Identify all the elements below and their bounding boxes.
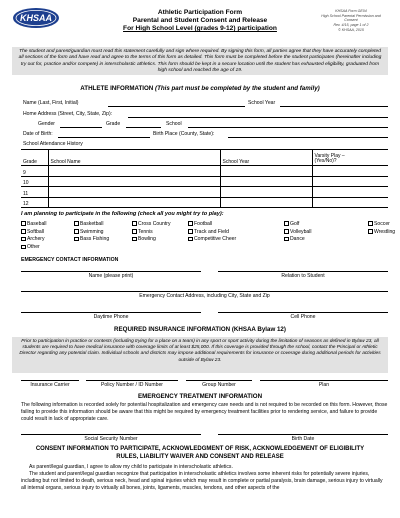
sport-label: Track and Field	[194, 228, 229, 235]
khsaa-logo	[12, 7, 60, 29]
form-title-line-3: For High School Level (grades 9-12) participation	[123, 25, 277, 33]
form-title-line-2: Parental and Student Consent and Release	[132, 17, 268, 25]
sport-label: Dance	[290, 236, 305, 243]
year-cell[interactable]	[220, 187, 312, 198]
name-label: Name (Last, First, Initial)	[23, 100, 79, 106]
sport-label: Swimming	[80, 228, 104, 235]
checkbox-icon[interactable]	[284, 221, 289, 226]
cell-phone-label: Cell Phone	[290, 314, 316, 320]
varsity-cell[interactable]	[312, 166, 388, 177]
checkbox-icon[interactable]	[368, 221, 373, 226]
sport-label: Other	[27, 244, 40, 251]
sports-checklist	[21, 220, 395, 251]
sports-title: I am planning to participate in the following (check all you might try to play):	[21, 211, 224, 217]
sport-bass-fishing[interactable]	[74, 236, 132, 244]
col-header-year: School Year	[220, 150, 312, 166]
grade-field[interactable]	[126, 127, 161, 128]
school-cell[interactable]	[48, 176, 220, 187]
consent-paragraph-2: The student and parent/legal guardian recognize that participation in interscholastic athletics involves some inherent risks for potentially severe injuries, including but not limited to death, serious neck, head and spinal injuries which may result in complete or partial paralysis, brain damage, serious injury to virtually all internal organs, serious injury to virtually all bones, joints, ligaments, muscles, tendons, and other aspects of the	[21, 471, 383, 491]
sport-label: Football	[194, 220, 213, 227]
emergency-contact-title: EMERGENCY CONTACT INFORMATION	[21, 257, 119, 263]
policy-number-label: Policy Number / ID Number	[101, 382, 163, 388]
birthplace-field[interactable]	[228, 137, 388, 138]
sport-cross-country[interactable]	[132, 220, 188, 228]
address-label: Home Address (Street, City, State, Zip):	[23, 111, 113, 117]
sport-bowling[interactable]	[132, 236, 188, 244]
year-cell[interactable]	[220, 176, 312, 187]
daytime-phone-field[interactable]	[21, 312, 201, 313]
plan-label: Plan	[318, 382, 330, 388]
athlete-title-text: ATHLETE INFORMATION	[80, 85, 154, 92]
sport-label: Baseball	[27, 220, 47, 227]
name-field[interactable]	[108, 106, 245, 107]
sport-archery[interactable]	[21, 236, 74, 244]
school-year-field[interactable]	[280, 106, 388, 107]
consent-paragraph-1: As parent/legal guardian, I agree to allow my child to participate in interscholastic athletics.	[29, 464, 233, 470]
sport-softball[interactable]	[21, 228, 74, 236]
table-row	[21, 166, 388, 177]
history-label: School Attendance History	[23, 141, 83, 147]
sport-label: Golf	[290, 220, 300, 227]
sport-track-and-field[interactable]	[188, 228, 284, 236]
sport-volleyball[interactable]	[284, 228, 368, 236]
sport-label: Bowling	[138, 236, 156, 243]
checkbox-icon[interactable]	[21, 245, 26, 250]
gender-field[interactable]	[60, 127, 102, 128]
checkbox-icon[interactable]	[132, 237, 137, 242]
relation-field[interactable]	[218, 271, 388, 272]
sport-baseball[interactable]	[21, 220, 74, 228]
sport-label: Cross Country	[138, 220, 171, 227]
attendance-history-table	[21, 149, 388, 208]
contact-name-label: Name (please print)	[88, 273, 134, 279]
sport-dance[interactable]	[284, 236, 368, 244]
checkbox-icon[interactable]	[188, 229, 193, 234]
sport-label: Competitive Cheer	[194, 236, 237, 243]
form-ref-line-1: KHSAA Form GE04	[335, 9, 367, 13]
form-ref-line-3: Rev. 4/15, page 1 of 2	[333, 23, 369, 28]
checkbox-icon[interactable]	[284, 237, 289, 242]
school-cell[interactable]	[48, 197, 220, 208]
varsity-cell[interactable]	[312, 187, 388, 198]
grade-cell-9: 9	[21, 166, 48, 177]
consent-title	[12, 446, 388, 462]
checkbox-icon[interactable]	[132, 221, 137, 226]
cell-phone-field[interactable]	[218, 312, 388, 313]
sport-swimming[interactable]	[74, 228, 132, 236]
table-row	[21, 197, 388, 208]
birthplace-label: Birth Place (County, State):	[153, 131, 215, 137]
sport-tennis[interactable]	[132, 228, 188, 236]
contact-address-field[interactable]	[21, 291, 388, 292]
sport-other[interactable]	[21, 243, 74, 251]
sport-competitive-cheer[interactable]	[188, 236, 284, 244]
consent-title-line-1: CONSENT INFORMATION TO PARTICIPATE, ACKNOWLEDGMENT OF RISK, ACKNOWLEDGEMENT OF ELIGIBILITY	[35, 446, 365, 452]
checkbox-icon[interactable]	[188, 237, 193, 242]
checkbox-icon[interactable]	[368, 229, 373, 234]
ssn-field[interactable]	[21, 434, 201, 435]
birth-date-field[interactable]	[218, 434, 388, 435]
grade-cell-10: 10	[21, 176, 48, 187]
sport-label: Tennis	[138, 228, 153, 235]
form-title	[100, 9, 300, 34]
school-label: School	[166, 121, 182, 127]
sport-basketball[interactable]	[74, 220, 132, 228]
gender-label: Gender	[38, 121, 55, 127]
ssn-label: Social Security Number	[84, 436, 138, 442]
khsaa-logo-graphic	[12, 7, 60, 29]
sport-label: Archery	[27, 236, 45, 243]
school-year-label: School Year	[248, 100, 276, 106]
varsity-cell[interactable]	[312, 197, 388, 208]
form-ref-line-4: © KHSAA, 2015	[338, 27, 364, 32]
dob-label: Date of Birth:	[23, 131, 53, 137]
contact-address-label: Emergency Contact Address, including City, State and Zip	[139, 293, 270, 299]
address-field[interactable]	[128, 117, 388, 118]
group-number-label: Group Number	[202, 382, 236, 388]
col-header-varsity: Varsity Play – (Yes/No)?	[312, 150, 388, 166]
year-cell[interactable]	[220, 166, 312, 177]
plan-field[interactable]	[260, 380, 388, 381]
sport-golf[interactable]	[284, 220, 368, 228]
grade-cell-11: 11	[21, 187, 48, 198]
sport-wrestling[interactable]	[368, 228, 395, 236]
checkbox-icon[interactable]	[74, 229, 79, 234]
insurance-title: REQUIRED INSURANCE INFORMATION (KHSAA Bylaw 12)	[114, 326, 286, 333]
school-field[interactable]	[188, 127, 388, 128]
sport-label: Basketball	[80, 220, 104, 227]
group-number-field[interactable]	[186, 380, 252, 381]
checkbox-icon[interactable]	[188, 221, 193, 226]
athlete-section-title	[12, 85, 388, 92]
checkbox-icon[interactable]	[21, 237, 26, 242]
checkbox-icon[interactable]	[284, 229, 289, 234]
logo-text: KHSAA	[19, 13, 53, 23]
grade-label: Grade	[106, 121, 121, 127]
table-row	[21, 176, 388, 187]
table-row	[21, 187, 388, 198]
dob-field[interactable]	[58, 137, 150, 138]
year-cell[interactable]	[220, 197, 312, 208]
insurance-carrier-field[interactable]	[21, 380, 79, 381]
athlete-title-note: (This part must be completed by the student and family)	[155, 85, 320, 92]
sport-football[interactable]	[188, 220, 284, 228]
policy-number-field[interactable]	[86, 380, 178, 381]
sport-label: Volleyball	[290, 228, 312, 235]
school-cell[interactable]	[48, 187, 220, 198]
consent-title-line-2: RULES, LIABILITY WAIVER AND CONSENT AND RELEASE	[116, 453, 284, 460]
school-cell[interactable]	[48, 166, 220, 177]
relation-label: Relation to Student	[281, 273, 325, 279]
treatment-text: The following information is recorded solely for potential hospitalization and emergency care needs and is not required to be recorded on this form. However, those failing to provide this information should be aware that this might be required by emergency treatment facilities prior to rendering service, and failure to provide could result in lack of appropriate care.	[21, 402, 388, 422]
checkbox-icon[interactable]	[21, 229, 26, 234]
checkbox-icon[interactable]	[74, 237, 79, 242]
sport-label: Bass Fishing	[80, 236, 110, 243]
varsity-cell[interactable]	[312, 176, 388, 187]
col-header-school: School Name	[48, 150, 220, 166]
form-title-line-1: Athletic Participation Form	[157, 9, 243, 16]
col-header-grade: Grade	[21, 150, 48, 166]
insurance-carrier-label: Insurance Carrier	[30, 382, 70, 388]
checkbox-icon[interactable]	[21, 221, 26, 226]
checkbox-icon[interactable]	[132, 229, 137, 234]
checkbox-icon[interactable]	[74, 221, 79, 226]
grade-cell-12: 12	[21, 197, 48, 208]
treatment-title: EMERGENCY TREATMENT INFORMATION	[137, 393, 263, 400]
form-ref-line-2: High School Parental Permission and Consent	[321, 13, 381, 23]
contact-name-field[interactable]	[21, 271, 201, 272]
insurance-notice: Prior to participation in practice or contests (including trying for a place on a team) in any sport or sport activity during the limitation of seasons as defined in Bylaw 23, all students are required to have medical insurance with coverage limits of at least $25,000. If this coverage is provided through the school, contact the Principal or Athletic Director regarding any potential claim. Individual schools and districts may impose additional requirements for insurance or coverage during additional periods for activities outside of Bylaw 23.	[12, 337, 388, 373]
form-reference	[316, 9, 386, 32]
table-header-row	[21, 150, 388, 166]
intro-notice: The student and parent/guardian must read this statement carefully and sign where required. By signing this form, all parties agree that they have accurately completed all sections of the form and have read and agree to the terms of this form as detailed. This form must be completed before the student participates (hereinafter including try out for, practice and/or compete) in interscholastic athletics. This form should be kept in a secure location until the student has exhausted eligibility, graduated from high school and reached the age of 19.	[12, 47, 388, 75]
daytime-phone-label: Daytime Phone	[93, 314, 129, 320]
sport-label: Softball	[27, 228, 44, 235]
birth-date-label: Birth Date	[291, 436, 315, 442]
sport-soccer[interactable]	[368, 220, 395, 228]
sport-label: Soccer	[374, 220, 390, 227]
sport-label: Wrestling	[374, 228, 396, 235]
